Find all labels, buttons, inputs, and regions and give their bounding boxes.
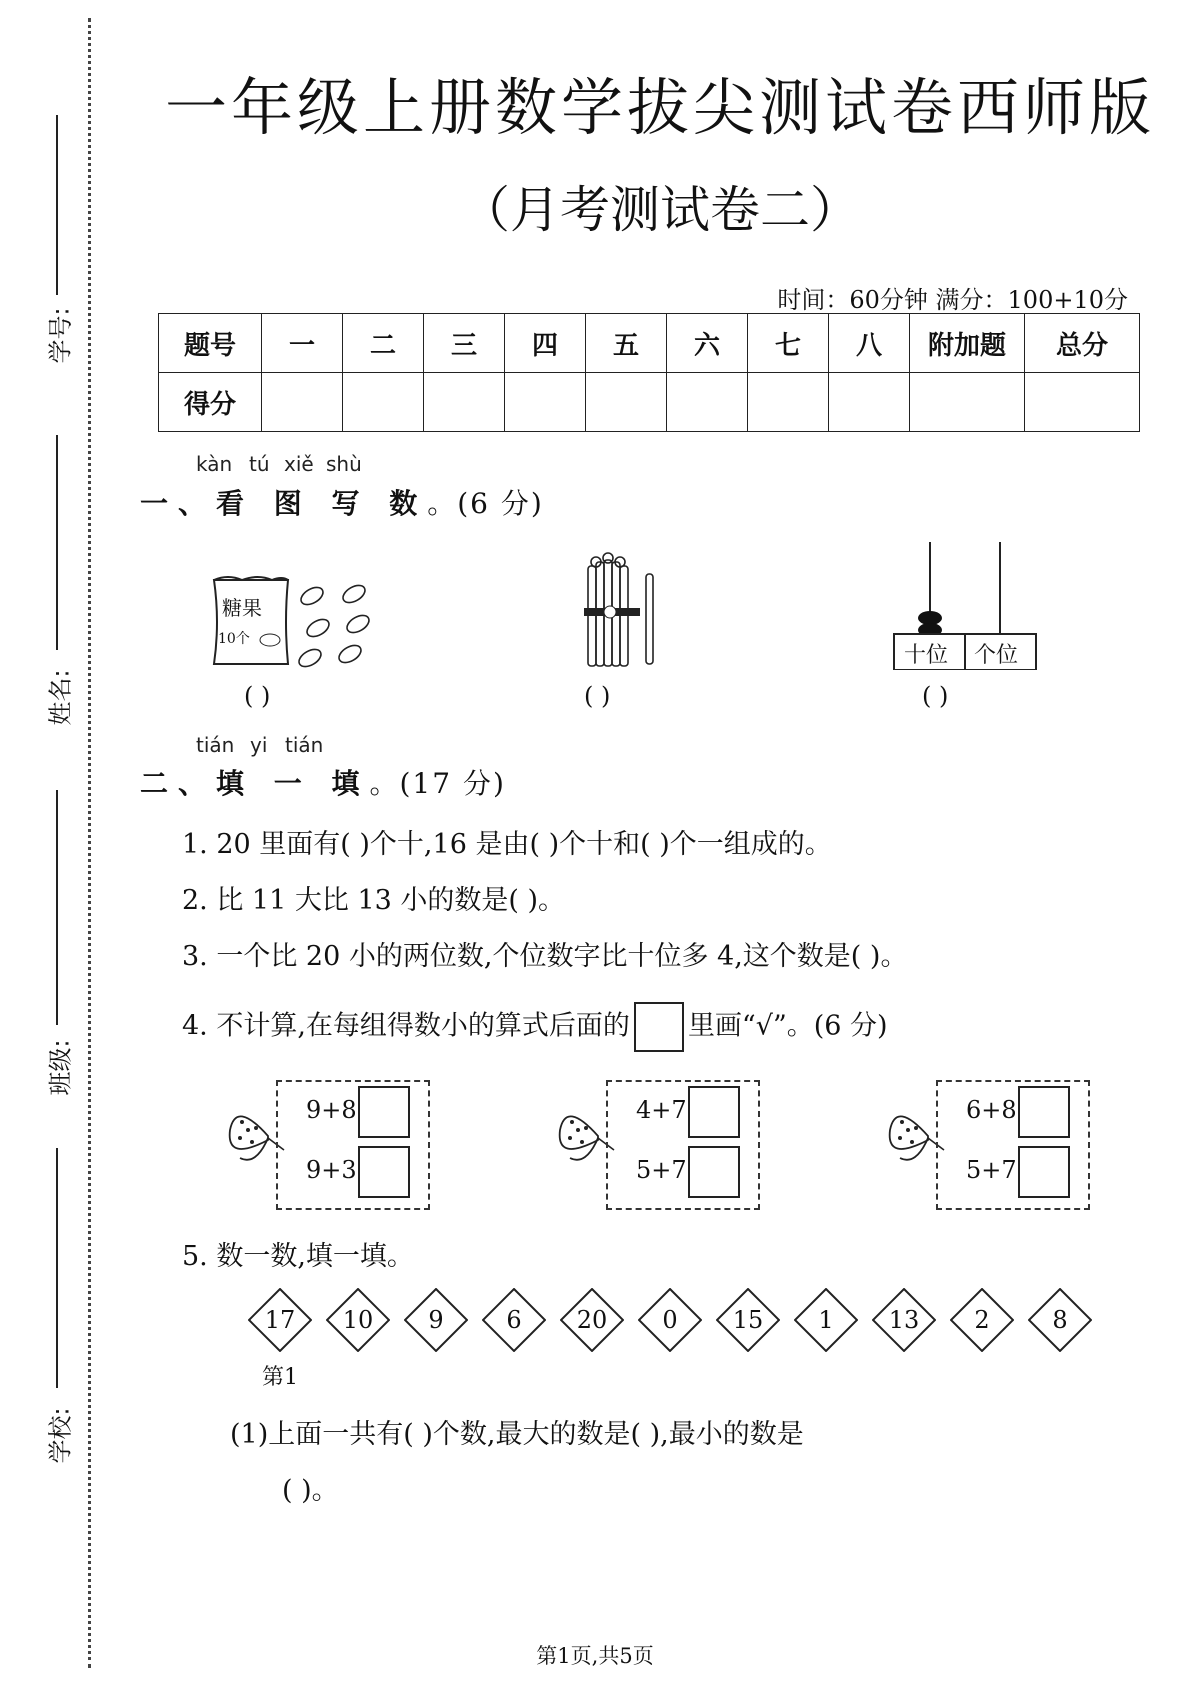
number-diamond: [560, 1288, 624, 1352]
expression: 9+8: [306, 1096, 357, 1124]
school-label: 学校:: [46, 1407, 75, 1464]
answer-paren-1[interactable]: ( ): [244, 682, 271, 710]
number-diamond: [326, 1288, 390, 1352]
diamond-number: 6: [506, 1306, 522, 1334]
section1-points: 。(6 分): [427, 487, 544, 520]
number-diamond: [794, 1288, 858, 1352]
question-5-1-cont: ( )。: [282, 1475, 339, 1506]
score-row-label: 得分: [159, 373, 262, 432]
first-label: 第1: [262, 1365, 298, 1390]
section2-heading: [140, 762, 506, 802]
answer-checkbox[interactable]: [1018, 1086, 1070, 1138]
pinyin: yi: [250, 733, 268, 757]
bag-label: 糖果: [222, 596, 262, 620]
score-cell[interactable]: [667, 373, 748, 432]
class-label: 班级:: [46, 1039, 75, 1096]
score-table-header-row: [159, 314, 1140, 373]
diamond-number: 15: [732, 1306, 764, 1334]
binding-dash-line: [88, 18, 91, 1668]
name-label: 姓名:: [46, 669, 75, 726]
score-header-cell: 附加题: [910, 314, 1025, 373]
diamond-number: 13: [888, 1306, 920, 1334]
number-diamond: [1028, 1288, 1092, 1352]
answer-checkbox[interactable]: [358, 1146, 410, 1198]
score-cell[interactable]: [1025, 373, 1140, 432]
pinyin: shù: [326, 452, 362, 476]
expression: 5+7: [966, 1156, 1017, 1184]
answer-checkbox[interactable]: [688, 1086, 740, 1138]
question-1: 1. 20 里面有( )个十,16 是由( )个十和( )个一组成的。: [182, 829, 832, 860]
score-cell[interactable]: [343, 373, 424, 432]
student-id-label: 学号:: [46, 307, 75, 364]
score-cell[interactable]: [829, 373, 910, 432]
number-diamond: [638, 1288, 702, 1352]
question-4: [182, 1002, 888, 1052]
score-cell[interactable]: [505, 373, 586, 432]
abacus-ones-label: 个位: [974, 643, 1019, 668]
diamond-number: 9: [428, 1306, 444, 1334]
number-diamond: [872, 1288, 936, 1352]
class-line: [56, 790, 58, 1025]
number-diamond: [482, 1288, 546, 1352]
question-4-text-b: 里画“√”。(6 分): [687, 1010, 888, 1042]
section2-points: 。(17 分): [369, 767, 506, 800]
question-4-text-a: 4. 不计算,在每组得数小的算式后面的: [182, 1010, 630, 1042]
score-table-score-row: [159, 373, 1140, 432]
diamond-number: 1: [818, 1306, 834, 1334]
diamond-number: 8: [1052, 1306, 1068, 1334]
exam-meta: 时间：60分钟 满分：100+10分: [777, 286, 1128, 314]
diamond-number: 0: [662, 1306, 678, 1334]
score-header-cell: 三: [424, 314, 505, 373]
expression: 5+7: [636, 1156, 687, 1184]
number-diamond: [248, 1288, 312, 1352]
score-header-cell: 总分: [1025, 314, 1140, 373]
score-header-cell: 五: [586, 314, 667, 373]
diamond-number: 10: [342, 1306, 374, 1334]
diamond-number: 20: [576, 1306, 608, 1334]
score-header-cell: 四: [505, 314, 586, 373]
answer-checkbox[interactable]: [1018, 1146, 1070, 1198]
answer-paren-2[interactable]: ( ): [584, 682, 611, 710]
pinyin: xiě: [284, 452, 314, 476]
question-2: 2. 比 11 大比 13 小的数是( )。: [182, 885, 566, 916]
score-header-cell: 二: [343, 314, 424, 373]
diamond-number: 17: [264, 1306, 296, 1334]
number-diamond: [950, 1288, 1014, 1352]
pinyin: tián: [285, 733, 324, 757]
question-5: 5. 数一数,填一填。: [182, 1241, 414, 1272]
name-line: [56, 435, 58, 650]
bag-count-label: 10个: [218, 631, 250, 647]
section1-heading: [140, 482, 544, 522]
score-header-cell: 一: [262, 314, 343, 373]
number-diamond: [404, 1288, 468, 1352]
pinyin: tú: [249, 452, 270, 476]
score-cell[interactable]: [424, 373, 505, 432]
section2-title: 二、填 一 填: [140, 767, 370, 800]
expression: 6+8: [966, 1096, 1017, 1124]
question-5-1: (1)上面一共有( )个数,最大的数是( ),最小的数是: [230, 1419, 804, 1450]
number-diamond: [716, 1288, 780, 1352]
expression: 9+3: [306, 1156, 357, 1184]
expression: 4+7: [636, 1096, 687, 1124]
diamond-number: 2: [974, 1306, 990, 1334]
checkbox-sample: [634, 1002, 684, 1052]
score-cell[interactable]: [748, 373, 829, 432]
score-table: [158, 313, 1140, 432]
question-3: 3. 一个比 20 小的两位数,个位数字比十位多 4,这个数是( )。: [182, 941, 908, 972]
school-line: [56, 1148, 58, 1388]
pinyin: kàn: [196, 452, 233, 476]
score-header-cell: 六: [667, 314, 748, 373]
answer-checkbox[interactable]: [688, 1146, 740, 1198]
score-cell[interactable]: [586, 373, 667, 432]
pinyin: tián: [196, 733, 235, 757]
page-subtitle: （月考测试卷二）: [460, 181, 860, 239]
score-header-cell: 七: [748, 314, 829, 373]
score-cell[interactable]: [262, 373, 343, 432]
stick-bundle-picture: [582, 552, 662, 672]
score-cell[interactable]: [910, 373, 1025, 432]
abacus-tens-label: 十位: [904, 643, 949, 668]
score-header-cell: 八: [829, 314, 910, 373]
answer-paren-3[interactable]: ( ): [922, 682, 949, 710]
candy-bag-picture: [208, 572, 388, 672]
page-footer: 第1页,共5页: [536, 1644, 654, 1668]
section1-title: 一、看 图 写 数: [140, 487, 428, 520]
score-header-cell: 题号: [159, 314, 262, 373]
page-title: 一年级上册数学拔尖测试卷西师版: [164, 71, 1155, 144]
answer-checkbox[interactable]: [358, 1086, 410, 1138]
